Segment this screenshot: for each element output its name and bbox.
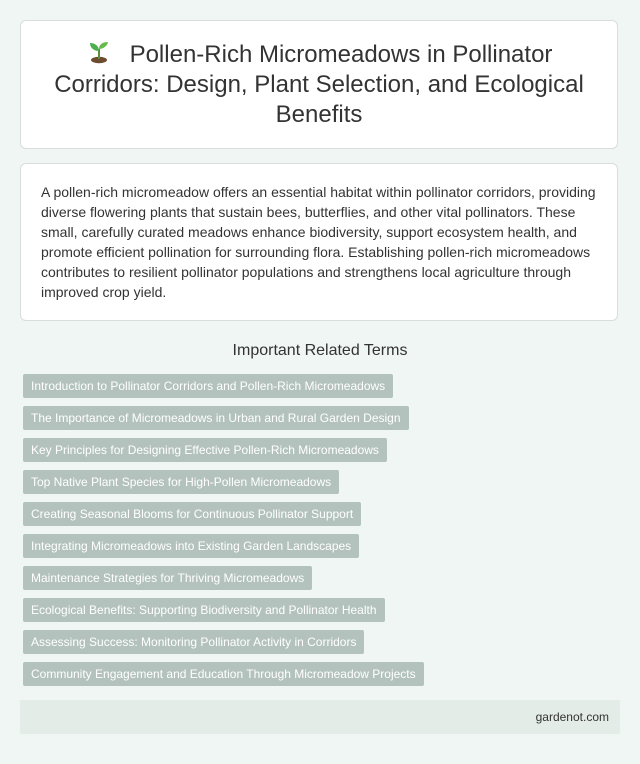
list-item — [23, 470, 623, 502]
related-term-tag[interactable]: Integrating Micromeadows into Existing Garden Landscapes — [23, 534, 359, 558]
related-term-tag[interactable]: Ecological Benefits: Supporting Biodiversity and Pollinator Health — [23, 598, 385, 622]
related-term-tag[interactable]: The Importance of Micromeadows in Urban and Rural Garden Design — [23, 406, 409, 430]
list-item — [23, 662, 623, 694]
list-item — [23, 438, 623, 470]
related-term-tag[interactable]: Assessing Success: Monitoring Pollinator Activity in Corridors — [23, 630, 364, 654]
related-term-tag[interactable]: Creating Seasonal Blooms for Continuous Pollinator Support — [23, 502, 361, 526]
list-item — [23, 630, 623, 662]
list-item — [23, 566, 623, 598]
footer — [20, 700, 620, 734]
related-term-tag[interactable]: Maintenance Strategies for Thriving Micromeadows — [23, 566, 312, 590]
list-item — [23, 406, 623, 438]
list-item — [23, 534, 623, 566]
page-title — [51, 40, 587, 130]
title-card — [20, 20, 618, 149]
summary-text: A pollen-rich micromeadow offers an essential habitat within pollinator corridors, providing diverse flowering plants that sustain bees, butterflies, and other vital pollinators. These small, carefully curated meadows enhance biodiversity, support ecosystem health, and promote efficient pollination for surrounding flora. Establishing pollen-rich micromeadows contributes to resilient pollinator populations and strengthens local agriculture through improved crop yield. — [41, 184, 596, 300]
page-title-text: Pollen-Rich Micromeadows in Pollinator Corridors: Design, Plant Selection, and Ecological Benefits — [54, 40, 584, 128]
related-terms-heading: Important Related Terms — [232, 342, 408, 359]
related-terms-list — [23, 374, 623, 694]
sprout-icon — [86, 40, 112, 64]
list-item — [23, 374, 623, 406]
site-name[interactable]: gardenot.com — [535, 710, 609, 724]
related-term-tag[interactable]: Community Engagement and Education Through Micromeadow Projects — [23, 662, 424, 686]
list-item — [23, 598, 623, 630]
related-term-tag[interactable]: Key Principles for Designing Effective Pollen-Rich Micromeadows — [23, 438, 387, 462]
related-term-tag[interactable]: Top Native Plant Species for High-Pollen Micromeadows — [23, 470, 339, 494]
summary-card — [20, 163, 618, 321]
list-item — [23, 502, 623, 534]
related-term-tag[interactable]: Introduction to Pollinator Corridors and Pollen-Rich Micromeadows — [23, 374, 393, 398]
